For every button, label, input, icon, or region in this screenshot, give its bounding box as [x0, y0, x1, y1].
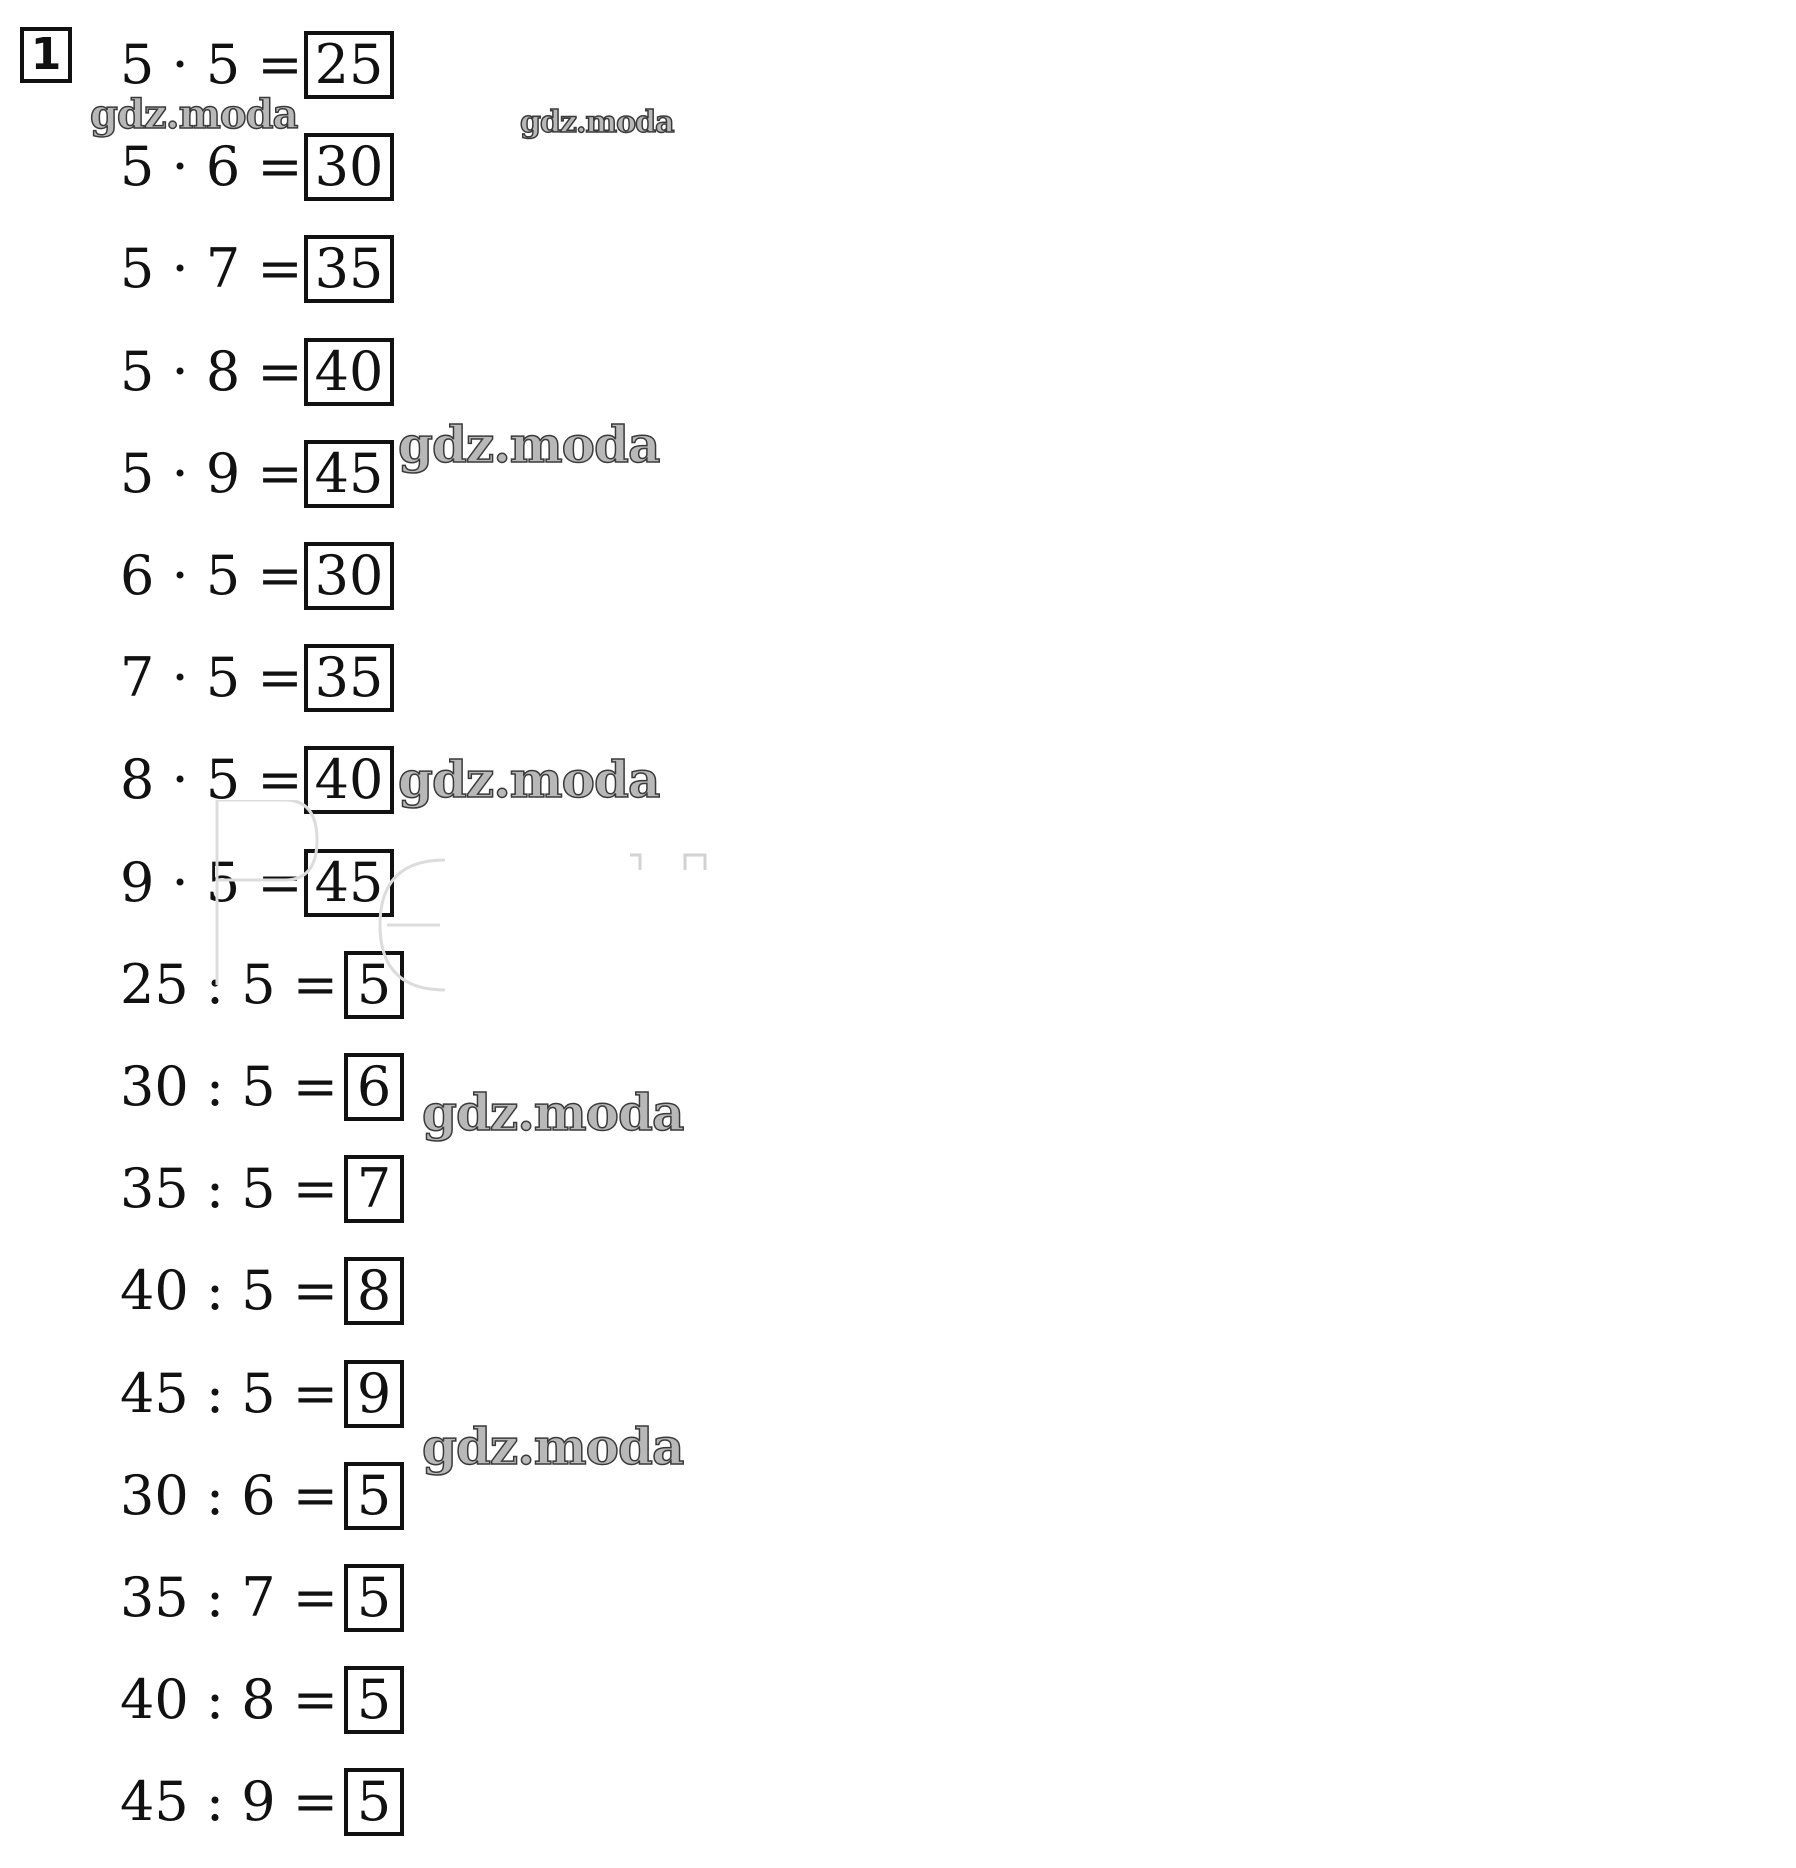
equation-expression: 7 · 5 =	[120, 646, 303, 710]
equation-expression: 40 : 5 =	[120, 1259, 339, 1323]
equation-row	[120, 1052, 404, 1122]
watermark-text: gdz.moda	[422, 1417, 684, 1476]
answer-box: 35	[304, 644, 394, 712]
equation-expression: 45 : 5 =	[120, 1361, 339, 1425]
equation-row	[120, 541, 394, 611]
equation-expression: 9 · 5 =	[120, 850, 303, 914]
equation-row	[120, 234, 394, 304]
answer-box: 30	[304, 542, 394, 610]
equation-row	[120, 30, 394, 100]
equation-row	[120, 1359, 404, 1429]
answer-box: 30	[304, 133, 394, 201]
equation-row	[120, 337, 394, 407]
answer-box: 5	[344, 1768, 404, 1836]
equation-expression: 5 · 5 =	[120, 33, 303, 96]
answer-box: 35	[304, 235, 394, 303]
equation-row	[120, 1767, 404, 1837]
answer-box: 8	[344, 1257, 404, 1325]
equation-expression: 30 : 6 =	[120, 1463, 339, 1527]
equation-row	[120, 439, 394, 509]
equation-row	[120, 1665, 404, 1735]
equation-row	[120, 745, 394, 815]
answer-box: 5	[344, 1564, 404, 1632]
equation-expression: 35 : 5 =	[120, 1157, 339, 1221]
answer-box: 9	[344, 1360, 404, 1428]
answer-box: 7	[344, 1155, 404, 1223]
answer-box: 40	[304, 746, 394, 814]
equation-expression: 45 : 9 =	[120, 1770, 339, 1834]
equation-expression: 30 : 5 =	[120, 1055, 339, 1118]
equation-expression: 40 : 8 =	[120, 1668, 339, 1732]
answer-box: 45	[304, 849, 394, 917]
answer-box: 25	[304, 31, 394, 99]
equation-row	[120, 1461, 404, 1531]
equation-row	[120, 643, 394, 713]
equation-expression: 5 · 8 =	[120, 339, 303, 403]
equation-expression: 5 · 6 =	[120, 135, 303, 199]
equation-row	[120, 950, 404, 1020]
watermark-text: gdz.moda	[422, 1083, 684, 1142]
answer-box: 40	[304, 338, 394, 406]
equation-row	[120, 132, 394, 202]
answer-box: 5	[344, 1462, 404, 1530]
watermark-text: gdz.moda	[398, 750, 660, 809]
answer-box: 5	[344, 951, 404, 1019]
equation-row	[120, 1154, 404, 1224]
equation-expression: 5 · 7 =	[120, 237, 303, 301]
answer-box: 6	[344, 1053, 404, 1121]
equation-row	[120, 1256, 404, 1326]
equation-expression: 5 · 9 =	[120, 441, 303, 505]
answer-box: 5	[344, 1666, 404, 1734]
equation-expression: 8 · 5 =	[120, 748, 303, 812]
answer-box: 45	[304, 440, 394, 508]
equation-list	[120, 0, 720, 1868]
watermark-text: gdz.moda	[90, 91, 298, 138]
watermark-text: gdz.moda	[520, 105, 674, 140]
equation-row	[120, 1563, 404, 1633]
equation-expression: 6 · 5 =	[120, 544, 303, 607]
equation-row	[120, 848, 394, 918]
equation-expression: 25 : 5 =	[120, 952, 339, 1016]
task-number-badge: 1	[20, 27, 72, 83]
watermark-text: gdz.moda	[398, 415, 660, 474]
equation-expression: 35 : 7 =	[120, 1566, 339, 1629]
